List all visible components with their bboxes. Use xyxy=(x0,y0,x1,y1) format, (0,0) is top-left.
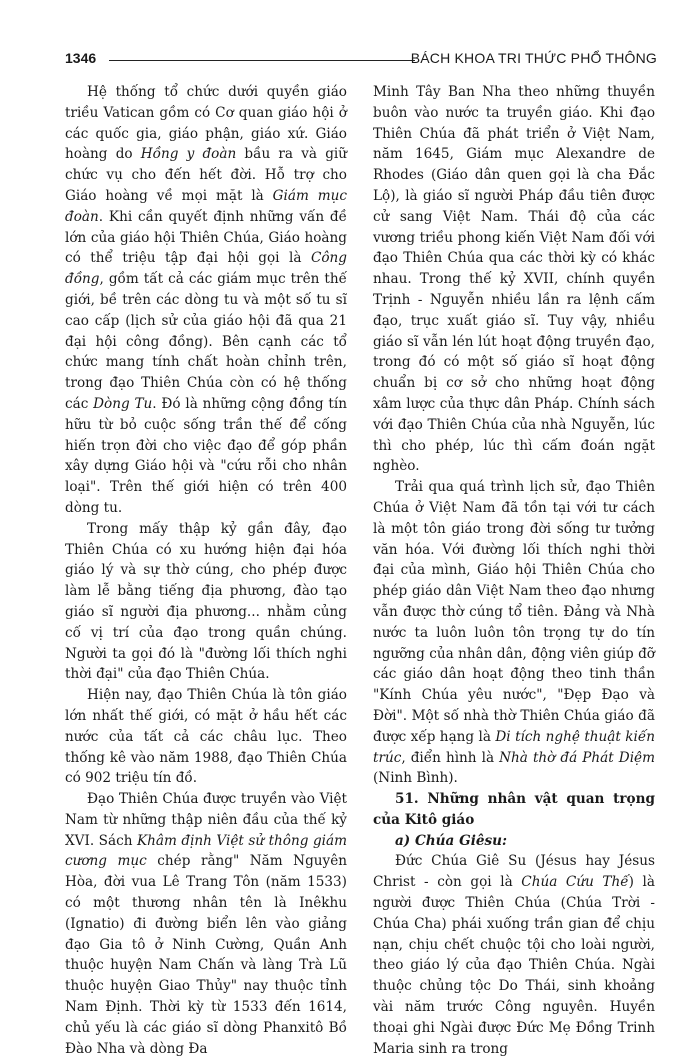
subsection-heading: a) Chúa Giêsu: xyxy=(395,832,508,849)
text-run: (Ninh Bình). xyxy=(373,770,458,787)
text-run: Trải qua quá trình lịch sử, đạo Thiên Chúa ở Việt Nam đã tồn tại với tư cách là một tôn giáo trong đời sống tư tưởng văn hóa. Với đường lối thích nghi thời đại của mình, Giáo hội Thiên Chúa cho phép giáo dân Việt Nam theo đạo nhưng vẫn được thờ cúng tổ tiên. Đảng và Nhà nước ta luôn luôn tôn trọng tự do tín ngưỡng của nhân dân, động viên giúp đỡ các giáo dân hoạt động theo tinh thần "Kính Chúa yêu nước", "Đẹp Đạo và Đời". Một số nhà thờ Thiên Chúa giáo đã được xếp hạng là xyxy=(373,479,655,745)
italic-term: Giám mục đoàn xyxy=(65,187,348,225)
italic-term: Chúa Cứu Thế xyxy=(521,874,629,891)
paragraph-modernization: Trong mấy thập kỷ gần đây, đạo Thiên Chúa có xu hướng hiện đại hóa giáo lý và sự thờ cúng, cho phép được làm lễ bằng tiếng địa phương, đào tạo giáo sĩ người địa phương... nhằm củng cố vị trí của đạo trong quần chúng. Người ta gọi đó là "đường lối thích nghi thời đại" của đạo Thiên Chúa. xyxy=(65,520,347,683)
italic-term: Di tích nghệ thuật kiến trúc xyxy=(373,728,655,766)
paragraph-world-religion: Hiện nay, đạo Thiên Chúa là tôn giáo lớn nhất thế giới, có mặt ở hầu hết các nước của tất cả các châu lục. Theo thống kê vào năm 1988, đạo Thiên Chúa có 902 triệu tín đồ. xyxy=(65,687,347,787)
paragraph-arrival-vietnam xyxy=(65,789,347,1059)
page-header xyxy=(65,48,657,72)
italic-term: Công đồng xyxy=(65,250,347,288)
page-number: 1346 xyxy=(65,50,97,66)
italic-term: Dòng Tu xyxy=(93,395,153,412)
text-run: Đức Chúa Giê Su (Jésus hay Jésus Christ - còn gọi là xyxy=(373,853,655,891)
section-heading: 51. Những nhân vật quan trọng của Kitô giáo xyxy=(373,791,655,828)
paragraph-missionaries: Minh Tây Ban Nha theo những thuyền buôn vào nước ta truyền giáo. Khi đạo Thiên Chúa đã phát triển ở Việt Nam, năm 1645, Giám mục Alexandre de Rhodes (Giáo dân quen gọi là cha Đắc Lộ), là giáo sĩ người Pháp đầu tiên được cử sang Việt Nam. Thái độ của các vương triều phong kiến Việt Nam đối với đạo Thiên Chúa qua các thời kỳ có khác nhau. Trong thế kỷ XVII, chính quyền Trịnh - Nguyễn nhiều lần ra lệnh cấm đạo, trục xuất giáo sĩ. Tuy vậy, nhiều giáo sĩ vẫn lén lút hoạt động truyền đạo, trong đó có một số giáo sĩ hoạt động chuẩn bị cơ sở cho những hoạt động xâm lược của thực dân Pháp. Chính sách với đạo Thiên Chúa của nhà Nguyễn, lúc thì cho phép, lúc thì cấm đoán ngặt nghèo. xyxy=(373,84,655,475)
text-run: . Đó là những cộng đồng tín hữu từ bỏ cuộc sống trần thế để cống hiến trọn đời cho việc đạo để góp phần xây dựng Giáo hội và "cứu rỗi cho nhân loại". Trên thế giới hiện có trên 400 dòng tu. xyxy=(65,395,347,516)
paragraph-jesus xyxy=(373,851,655,1059)
italic-book-title: Khâm định Việt sử thông giám cương mục xyxy=(65,832,347,870)
italic-term: Nhà thờ đá Phát Diệm xyxy=(499,749,655,766)
text-run: bầu ra và giữ chức vụ cho đến hết đời. Hỗ trợ cho Giáo hoàng về mọi mặt là xyxy=(65,146,347,204)
text-run: ) là người được Thiên Chúa (Chúa Trời - Chúa Cha) phái xuống trần gian để chịu nạn, chịu chết chuộc tội cho loài người, theo giáo lý của đạo Thiên Chúa. Ngài thuộc chủng tộc Do Thái, sinh khoảng vài năm trước Công nguyên. Huyền thoại ghi Ngài được Đức Mẹ Đồng Trinh Maria sinh ra trong xyxy=(373,874,655,1057)
text-run: Hệ thống tổ chức dưới quyền giáo triều Vatican gồm có Cơ quan giáo hội ở các quốc gia, giáo phận, giáo xứ. Giáo hoàng do xyxy=(65,84,347,163)
paragraph-church-organization xyxy=(65,82,347,519)
paragraph-history-vietnam xyxy=(373,477,655,789)
text-run: chép rằng" Năm Nguyên Hòa, đời vua Lê Trang Tôn (năm 1533) có một thương nhân tên là Inêkhu (Ignatio) đi đường biển lên vào giảng đạo Gia tô ở Ninh Cường, Quần Anh thuộc huyện Nam Chấn và làng Trà Lũ thuộc huyện Giao Thủy" nay thuộc tỉnh Nam Định. Thời kỳ từ 1533 đến 1614, chủ yếu là các giáo sĩ dòng Phanxitô Bồ Đào Nha và dòng Đa xyxy=(65,853,348,1057)
text-run: , gồm tất cả các giám mục trên thế giới, bề trên các dòng tu và một số tu sĩ cao cấp (lịch sử của giáo hội đã qua 21 đại hội công đồng). Bên cạnh các tổ chức mang tính chất hoàn chỉnh trên, trong đạo Thiên Chúa còn có hệ thống các xyxy=(65,271,347,412)
left-column xyxy=(65,82,347,1059)
text-run: , điển hình là xyxy=(401,749,500,766)
text-run: . Khi cần quyết định những vấn đề lớn của giáo hội Thiên Chúa, Giáo hoàng có thể triệu tập đại hội gọi là xyxy=(65,208,347,267)
running-title: BÁCH KHOA TRI THỨC PHỔ THÔNG xyxy=(410,50,657,66)
text-run: Đạo Thiên Chúa được truyền vào Việt Nam từ những thập niên đầu của thế kỷ XVI. Sách xyxy=(65,791,347,849)
italic-term: Hồng y đoàn xyxy=(140,146,237,163)
right-column xyxy=(373,82,655,1059)
header-rule xyxy=(109,60,415,61)
